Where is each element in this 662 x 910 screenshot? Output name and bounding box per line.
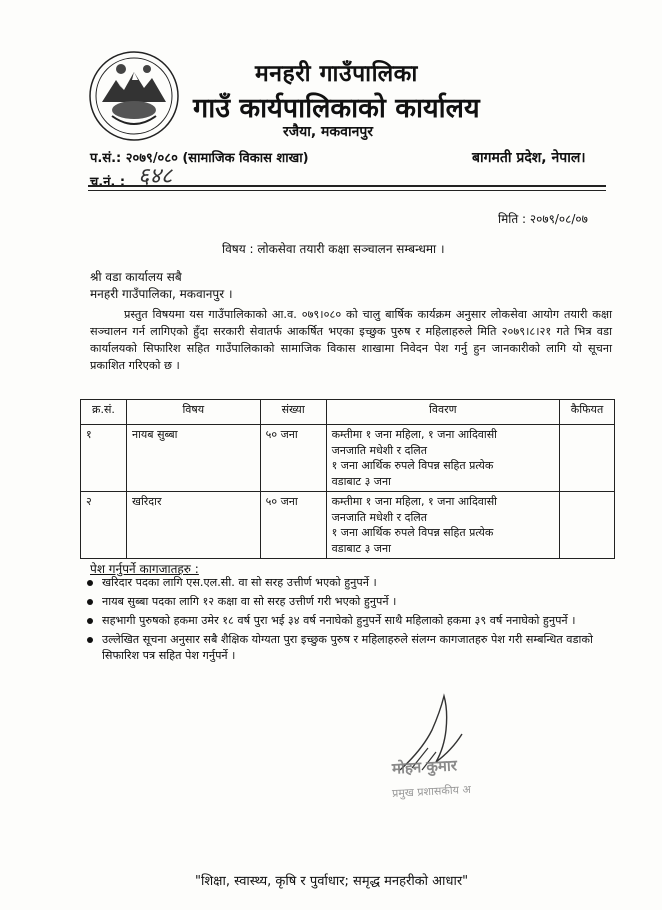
body-paragraph: प्रस्तुत विषयमा यस गाउँपालिकाको आ.व. ०७९।०८० को चालु बार्षिक कार्यक्रम अनुसार लोकसेवा आयोग तयारी कक्षा सञ्चालन गर्न लागिएको हुँदा सरकारी सेवातर्फ आकर्षित भएका इच्छुक पुरुष र महिलाहरुले मिति २०७९।८।२१ गते भित्र वडा कार्यालयको सिफारिश सहित गाउँपालिकाको सामाजिक विकास शाखामा निवेदन पेश गर्नु हुन जानकारीको लागि यो सूचना प्रकाशित गरिएको छ । <box>90 308 612 372</box>
signatory-name: मोहन कुमार <box>391 756 458 778</box>
details-line: कम्तीमा १ जना महिला, १ जना आदिवासी <box>331 495 498 508</box>
chalan-number-handwritten: ६४८ <box>138 164 173 189</box>
org-name: मनहरी गाउँपालिका <box>255 61 418 87</box>
col-header-subject: विषय <box>126 400 260 425</box>
province-label: बागमती प्रदेश, नेपाल। <box>472 150 586 166</box>
office-address: रजैया, मकवानपुर <box>283 124 374 140</box>
reference-number: प.सं.: २०७९/०८० (सामाजिक विकास शाखा) <box>90 151 309 166</box>
col-header-remarks: कैफियत <box>560 400 615 425</box>
cell-count: ५० जना <box>260 492 326 559</box>
cell-count: ५० जना <box>260 425 326 492</box>
cell-details <box>326 425 559 492</box>
signatory-title: प्रमुख प्रशासकीय अ <box>391 782 472 801</box>
documents-heading: पेश गर्नुपर्ने कागजातहरु : <box>90 562 199 576</box>
table-row <box>81 425 615 492</box>
cell-subject: नायब सुब्बा <box>126 425 260 492</box>
col-header-count: संख्या <box>260 400 326 425</box>
col-header-sn: क्र.सं. <box>81 400 127 425</box>
details-line: वडाबाट ३ जना <box>331 474 391 488</box>
list-item: उल्लेखित सूचना अनुसार सबै शैक्षिक योग्यता पुरा इच्छुक पुरुष र महिलाहरुले संलग्न कागजातहरु पेश गरी सम्बन्धित वडाको सिफारिश पत्र सहित पेश गर्नुपर्ने । <box>82 632 614 664</box>
cell-remarks <box>560 492 615 559</box>
letter-date: मिति : २०७९/०८/०७ <box>498 212 588 226</box>
list-item: खरिदार पदका लागि एस.एल.सी. वा सो सरह उत्तीर्ण भएको हुनुपर्ने । <box>82 575 614 591</box>
details-line: वडाबाट ३ जना <box>331 541 391 555</box>
col-header-details: विवरण <box>326 400 559 425</box>
details-line: १ जना आर्थिक रुपले विपन्न सहित प्रत्येक <box>331 526 494 539</box>
header-divider <box>88 185 606 187</box>
documents-list <box>82 575 614 667</box>
list-item: नायब सुब्बा पदका लागि १२ कक्षा वा सो सरह उत्तीर्ण गरी भएको हुनुपर्ने । <box>82 594 614 610</box>
cell-sn: १ <box>81 425 127 492</box>
cell-remarks <box>560 425 615 492</box>
positions-table <box>80 399 615 559</box>
list-item: सहभागी पुरुषको हकमा उमेर १८ वर्ष पुरा भई ३४ वर्ष ननाघेको हुनुपर्ने साथै महिलाको हकमा ३९ वर्ष ननाघेको हुनुपर्ने । <box>82 613 614 629</box>
details-line: जनजाति मधेशी र दलित <box>331 510 428 524</box>
chalan-label: च.नं. : <box>90 175 126 190</box>
cell-sn: २ <box>81 492 127 559</box>
table-row <box>81 492 615 559</box>
details-line: जनजाति मधेशी र दलित <box>331 443 428 457</box>
table-header-row <box>81 400 615 425</box>
letter-subject: विषय : लोकसेवा तयारी कक्षा सञ्चालन सम्बन्धमा । <box>222 242 445 256</box>
recipient-line-1: श्री वडा कार्यालय सबै <box>90 270 182 284</box>
cell-details <box>326 492 559 559</box>
details-line: कम्तीमा १ जना महिला, १ जना आदिवासी <box>331 428 498 441</box>
nepal-emblem-logo <box>88 50 180 142</box>
recipient-line-2: मनहरी गाउँपालिका, मकवानपुर । <box>90 287 233 301</box>
header-divider-thin <box>88 190 606 191</box>
details-line: १ जना आर्थिक रुपले विपन्न सहित प्रत्येक <box>331 459 494 472</box>
footer-motto: "शिक्षा, स्वास्थ्य, कृषि र पुर्वाधार; समृद्ध मनहरीको आधार" <box>195 874 469 889</box>
office-name: गाउँ कार्यपालिकाको कार्यालय <box>193 93 480 124</box>
cell-subject: खरिदार <box>126 492 260 559</box>
